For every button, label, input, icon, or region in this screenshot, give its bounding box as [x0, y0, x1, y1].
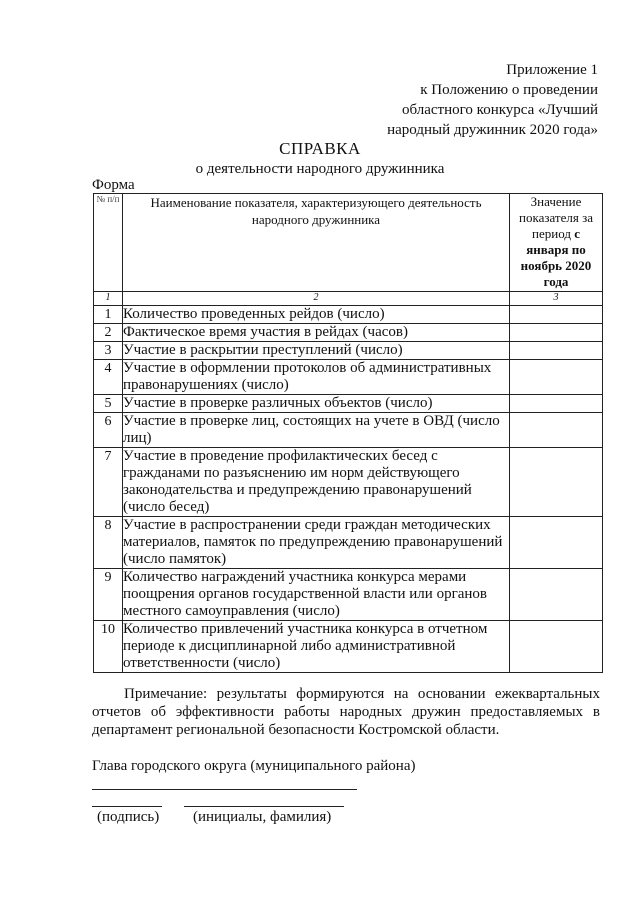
row-indicator-name: Участие в проверке лиц, состоящих на учете в ОВД (число лиц)	[123, 413, 510, 448]
row-value-cell[interactable]	[510, 306, 603, 324]
table-row	[94, 342, 603, 360]
table-row	[94, 395, 603, 413]
row-value-cell[interactable]	[510, 413, 603, 448]
row-number: 10	[94, 621, 123, 673]
appendix-line-4: народный дружинник 2020 года»	[387, 122, 598, 138]
appendix-header	[387, 60, 598, 140]
table-row	[94, 569, 603, 621]
row-value-cell[interactable]	[510, 448, 603, 517]
document-title: СПРАВКА	[279, 139, 361, 158]
row-number: 4	[94, 360, 123, 395]
row-value-cell[interactable]	[510, 395, 603, 413]
official-title: Глава городского округа (муниципального района)	[92, 758, 416, 774]
form-label: Форма	[92, 177, 135, 193]
row-indicator-name: Количество проведенных рейдов (число)	[123, 306, 510, 324]
header-value-period: с января по ноябрь 2020 года	[520, 226, 592, 289]
column-index-row	[94, 292, 603, 306]
column-index: 2	[123, 292, 510, 306]
row-value-cell[interactable]	[510, 621, 603, 673]
row-number: 6	[94, 413, 123, 448]
table-body	[94, 306, 603, 673]
initials-caption: (инициалы, фамилия)	[193, 809, 332, 825]
signature-caption: (подпись)	[97, 809, 160, 825]
row-indicator-name: Количество награждений участника конкурса мерами поощрения органов государственной власти или органов местного самоуправления (число)	[123, 569, 510, 621]
appendix-line-1: Приложение 1	[506, 62, 598, 78]
row-indicator-name: Участие в раскрытии преступлений (число)	[123, 342, 510, 360]
row-number: 9	[94, 569, 123, 621]
row-indicator-name: Участие в проверке различных объектов (число)	[123, 395, 510, 413]
row-value-cell[interactable]	[510, 324, 603, 342]
initials-line	[184, 806, 344, 807]
header-value	[510, 194, 603, 292]
column-index: 1	[94, 292, 123, 306]
table-row	[94, 517, 603, 569]
row-number: 1	[94, 306, 123, 324]
header-value-plain: Значение показателя за период	[519, 194, 593, 241]
header-indicator-name: Наименование показателя, характеризующего деятельность народного дружинника	[123, 194, 510, 292]
row-indicator-name: Участие в распространении среди граждан методических материалов, памяток по предупреждению правонарушений (число памяток)	[123, 517, 510, 569]
signature-line	[92, 806, 162, 807]
note-paragraph	[92, 685, 600, 739]
table-row	[94, 621, 603, 673]
row-number: 7	[94, 448, 123, 517]
table-row	[94, 360, 603, 395]
row-value-cell[interactable]	[510, 569, 603, 621]
row-indicator-name: Участие в оформлении протоколов об административных правонарушениях (число)	[123, 360, 510, 395]
column-index: 3	[510, 292, 603, 306]
row-value-cell[interactable]	[510, 360, 603, 395]
row-number: 3	[94, 342, 123, 360]
table-header-row	[94, 194, 603, 292]
row-indicator-name: Участие в проведение профилактических бесед с гражданами по разъяснению им норм действующего законодательства и предупреждению правонарушений (число бесед)	[123, 448, 510, 517]
row-number: 8	[94, 517, 123, 569]
official-name-line	[92, 789, 357, 790]
row-indicator-name: Количество привлечений участника конкурса в отчетном периоде к дисциплинарной либо административной ответственности (число)	[123, 621, 510, 673]
row-value-cell[interactable]	[510, 517, 603, 569]
row-number: 5	[94, 395, 123, 413]
table-row	[94, 413, 603, 448]
appendix-line-3: областного конкурса «Лучший	[402, 102, 598, 118]
appendix-line-2: к Положению о проведении	[420, 82, 598, 98]
row-value-cell[interactable]	[510, 342, 603, 360]
table-row	[94, 306, 603, 324]
document-subtitle: о деятельности народного дружинника	[195, 161, 445, 177]
row-indicator-name: Фактическое время участия в рейдах (часов)	[123, 324, 510, 342]
row-number: 2	[94, 324, 123, 342]
indicators-table	[93, 193, 603, 673]
table-row	[94, 448, 603, 517]
table-row	[94, 324, 603, 342]
note-text: Примечание: результаты формируются на основании ежеквартальных отчетов об эффективности работы народных дружин предоставляемых в департамент региональной безопасности Костромской области.	[92, 686, 600, 738]
header-number: № п/п	[94, 194, 123, 292]
